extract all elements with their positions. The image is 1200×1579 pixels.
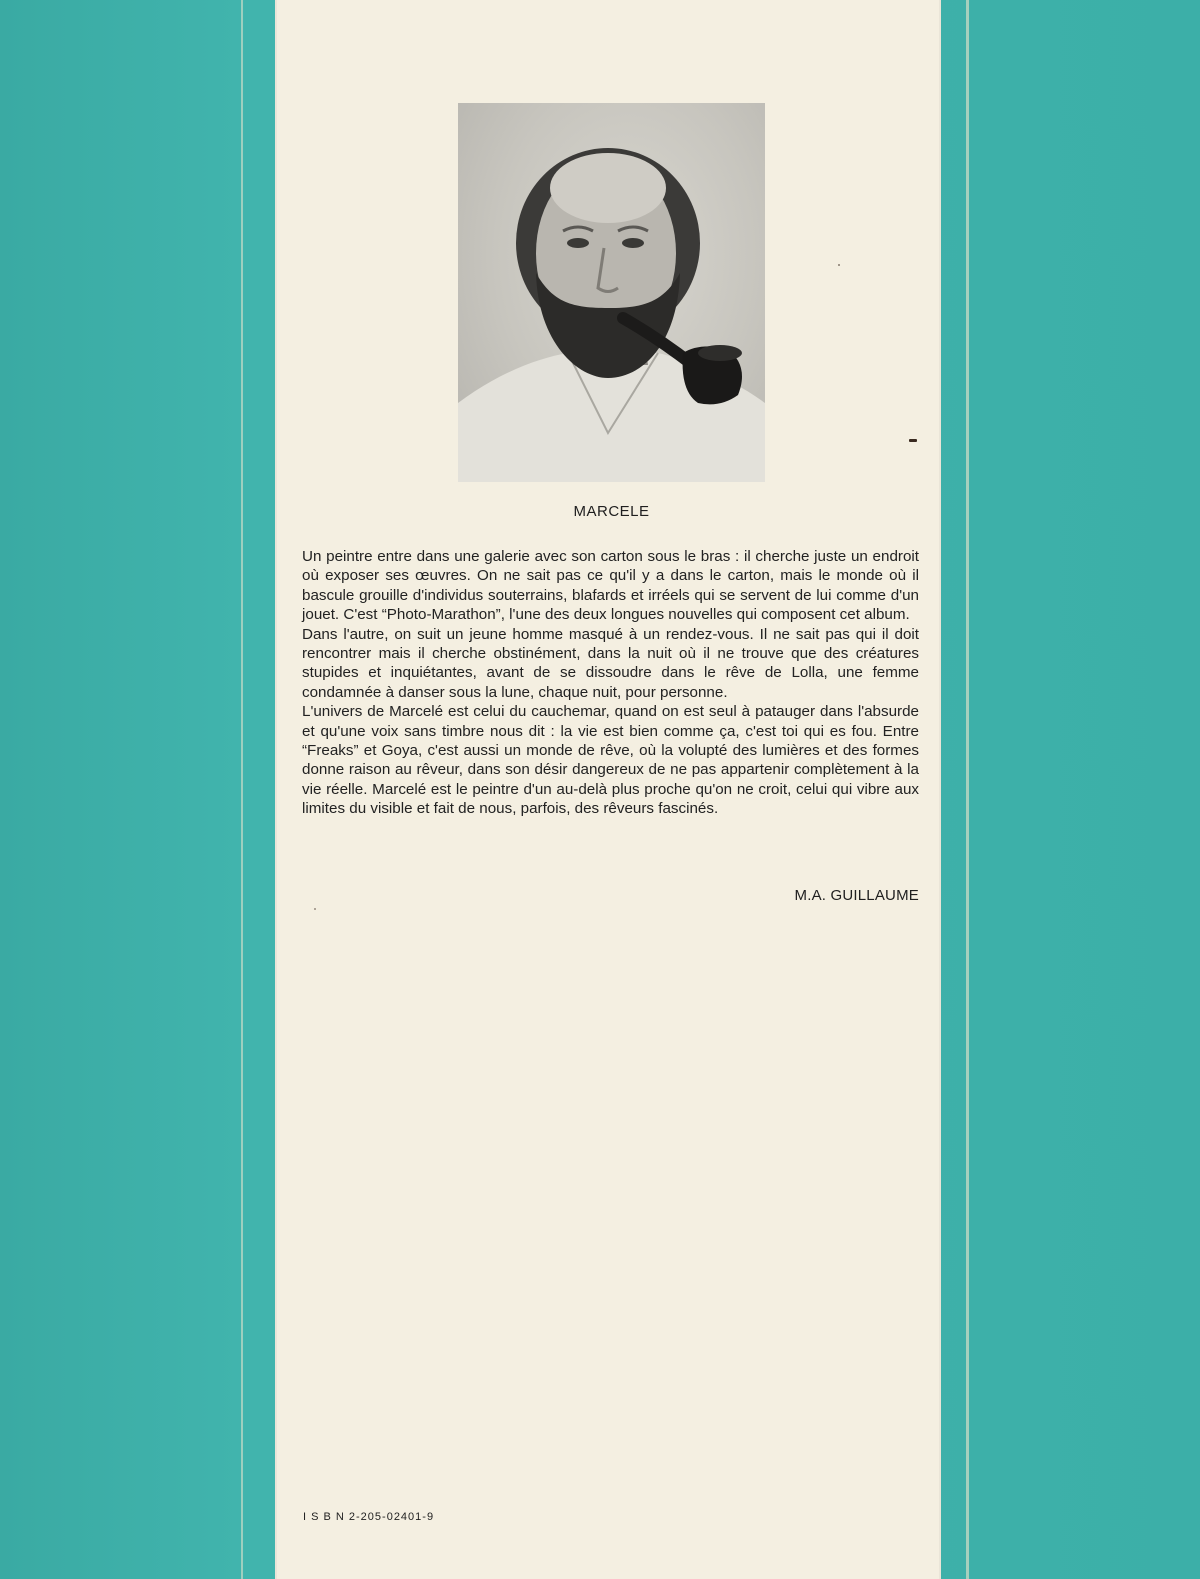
left-fold-line <box>241 0 243 1579</box>
photo-caption: MARCELE <box>573 503 650 520</box>
blurb-paragraph: Dans l'autre, on suit un jeune homme masqué à un rendez-vous. Il ne sait pas qui il doit rencontrer mais il cherche obstinément, dans la nuit où il ne trouve que des créatures stupides et inquiétantes, avant de se dissoudre dans le rêve de Lolla, une femme condamnée à danser sous la lune, chaque nuit, pour personne. <box>302 625 919 701</box>
blurb-author: M.A. GUILLAUME <box>794 887 919 904</box>
print-speck <box>838 264 840 266</box>
blurb-paragraph: Un peintre entre dans une galerie avec son carton sous le bras : il cherche juste un endroit où exposer ses œuvres. On ne sait pas ce qu'il y a dans le carton, mais le monde où il bascule grouille d'individus souterrains, blafards et irréels qui se servent de lui comme d'un jouet. C'est “Photo-Marathon”, l'une des deux longues nouvelles qui composent cet album. <box>302 548 919 624</box>
blurb-paragraph: L'univers de Marcelé est celui du cauchemar, quand on est seul à patauger dans l'absurde et qu'une voix sans timbre nous dit : la vie est bien comme ça, c'est toi qui es fou. Entre “Freaks” et Goya, c'est aussi un monde de rêve, où la volupté des lumières et des formes donne raison au rêveur, dans son désir dangereux de ne pas appartenir complètement à la vie réelle. Marcelé est le peintre d'un au-delà plus proche qu'on ne croit, celui qui vibre aux limites du visible et fait de nous, parfois, des rêveurs fascinés. <box>302 703 919 818</box>
right-fold-line <box>966 0 969 1579</box>
print-speck <box>909 439 917 442</box>
isbn-number: I S B N 2-205-02401-9 <box>303 1511 435 1523</box>
author-portrait-photo <box>458 103 765 482</box>
blurb-text <box>302 547 919 819</box>
print-speck <box>314 908 316 910</box>
portrait-illustration <box>458 103 765 482</box>
